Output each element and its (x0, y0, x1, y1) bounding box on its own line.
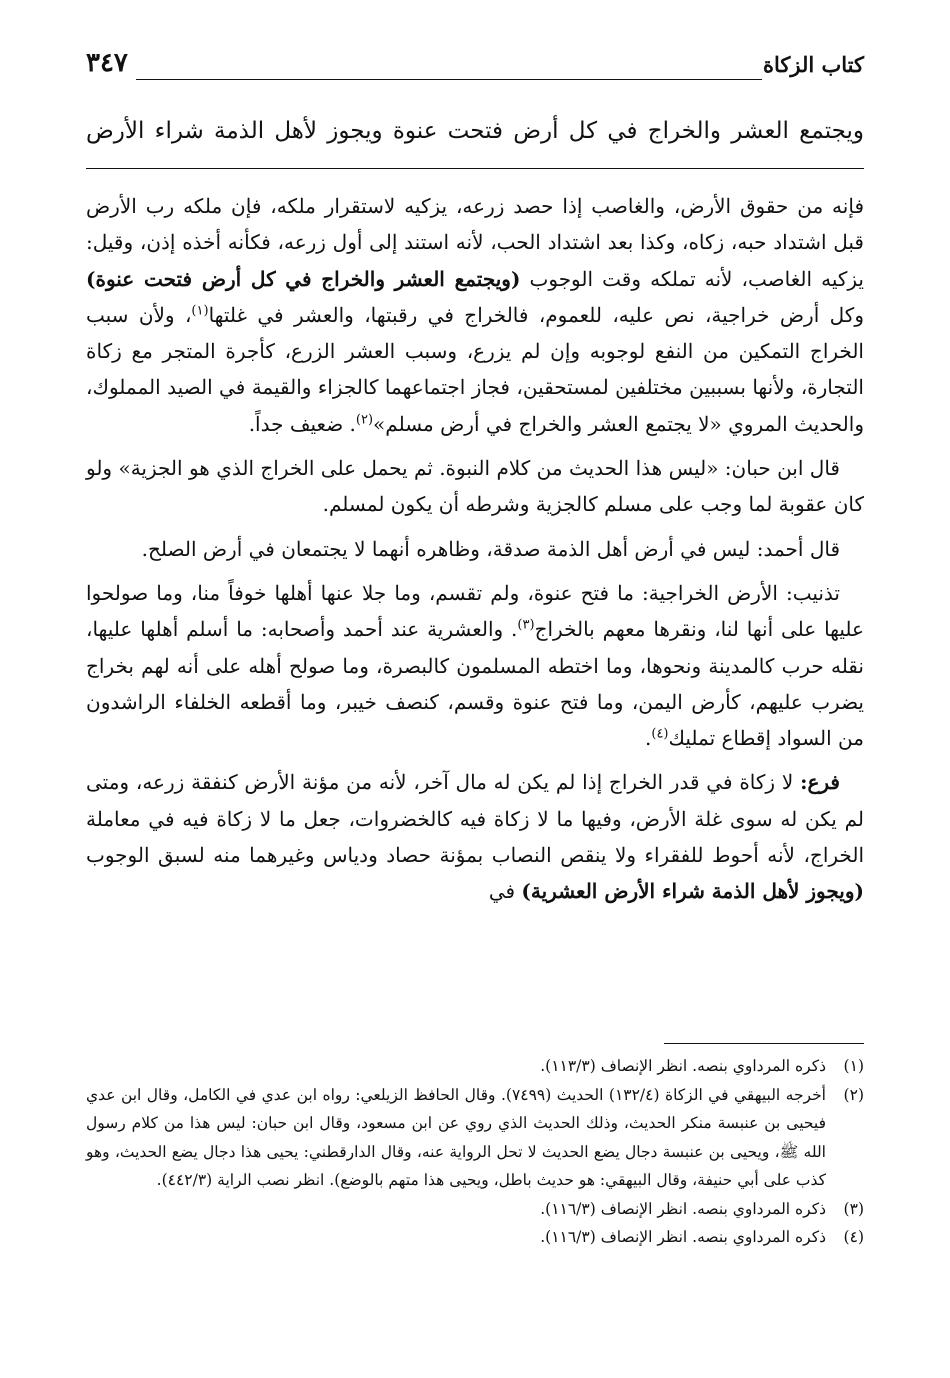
footnote-ref[interactable]: (٢) (355, 412, 374, 428)
footnote (86, 1081, 864, 1195)
matn-text: ويجتمع العشر والخراج في كل أرض فتحت عنوة ويجوز لأهل الذمة شراء الأرض (86, 118, 864, 144)
footnote-number: (١) (843, 1057, 864, 1075)
paragraph-text: تذنيب: الأرض الخراجية: ما فتح عنوة، ولم تقسم، وما جلا عنها أهلها خوفاً منا، وما صولحوا عليها على أنها لنا، ونقرها معهم بالخراج (86, 580, 864, 642)
page-number: ٣٤٧ (86, 48, 128, 78)
footnote-text: ذكره المرداوي بنصه. انظر الإنصاف (١١٦/٣). (540, 1228, 826, 1246)
matn-quote: (ويجتمع العشر والخراج في كل أرض فتحت عنوة) (86, 266, 521, 291)
paragraph-text: . ضعيف جداً. (248, 411, 356, 436)
paragraph-5 (86, 764, 864, 909)
paragraph-text: . والعشرية عند أحمد وأصحابه: ما أسلم أهلها عليها، نقله حرب كالمدينة ونحوها، وما اختطه المسلمون كالبصرة، وما صولح أهله على أنه لهم بخراج يضرب عليهم، كأرض اليمن، وما فتح عنوة وقسم، كنصف خيبر، وما أقطعه الخلفاء الراشدون من السواد إقطاع تمليك (86, 617, 864, 751)
footnote-ref[interactable]: (٤) (651, 726, 669, 742)
footnote (86, 1195, 864, 1224)
footnote-number: (٤) (843, 1228, 864, 1246)
paragraph-text: في (488, 879, 516, 904)
footnote-ref[interactable]: (١) (191, 303, 209, 319)
paragraph-text: لا زكاة في قدر الخراج إذا لم يكن له مال آخر، لأنه من مؤنة الأرض كنفقة زرعه، ومتى لم يكن له سوى غلة الأرض، وفيها ما لا زكاة فيه كالخضروات، جعل ما لا زكاة فيه في معاملة الخراج، لأنه أحوط للفقراء ولا ينقص النصاب بمؤنة حصاد ودياس وغيرهما منه لسبق الوجوب (86, 770, 864, 868)
footnote-number: (٢) (843, 1085, 864, 1104)
commentary-body (86, 188, 864, 910)
paragraph-text: وكل أرض خراجية، نص عليه، للعموم، فالخراج في رقبتها، والعشر في غلتها (208, 302, 864, 327)
footnote (86, 1052, 864, 1081)
footnote-rule (664, 1043, 864, 1044)
footnote (86, 1223, 864, 1252)
paragraph-text: ، ولأن سبب الخراج التمكين من النفع لوجوبه وإن لم يزرع، وسبب العشر الزرع، كأجرة المتجر مع زكاة التجارة، ولأنها بسببين مختلفين لمستحقين، فجاز اجتماعهما كالجزاء والقيمة في الصيد المملوك، والحديث المروي «لا يجتمع العشر والخراج في أرض مسلم» (86, 302, 864, 436)
paragraph-1 (86, 188, 864, 442)
footnote-number: (٣) (843, 1199, 864, 1218)
header-rule (136, 79, 762, 80)
paragraph-4 (86, 575, 864, 756)
footnote-text: ذكره المرداوي بنصه. انظر الإنصاف (١١٣/٣). (540, 1057, 826, 1075)
paragraph-2: قال ابن حبان: «ليس هذا الحديث من كلام النبوة. ثم يحمل على الخراج الذي هو الجزية» ولو كان عقوبة لما وجب على مسلم كالجزية وشرطه أن يكون لمسلم. (86, 456, 864, 517)
matn-quote: (ويجوز لأهل الذمة شراء الأرض العشرية) (521, 879, 864, 904)
footnote-text: ذكره المرداوي بنصه. انظر الإنصاف (١١٦/٣). (540, 1199, 826, 1218)
running-title: كتاب الزكاة (762, 52, 864, 77)
page-header (86, 48, 864, 88)
paragraph-3: قال أحمد: ليس في أرض أهل الذمة صدقة، وظاهره أنهما لا يجتمعان في أرض الصلح. (141, 536, 840, 561)
footnotes (86, 1052, 864, 1252)
section-label: فرع: (800, 770, 840, 795)
matn-rule (86, 168, 864, 169)
footnote-ref[interactable]: (٣) (517, 617, 535, 633)
paragraph-text: . (645, 726, 652, 751)
footnote-text: أخرجه البيهقي في الزكاة (١٣٢/٤) الحديث (٧٤٩٩). وقال الحافظ الزيلعي: رواه ابن عدي في الكامل، وقال ابن عدي فيحيى بن عنبسة منكر الحديث، وذلك الحديث الذي روي عن ابن مسعود، وقال ابن حبان: ليس هذا من كلام رسول الله ﷺ، ويحيى بن عنبسة دجال يضع الحديث لا تحل الرواية عنه، وقال الدارقطني: يحيى هذا دجال يضع الحديث، وهو كذب على أبي حنيفة، وقال البيهقي: هو حديث باطل، ويحيى هذا متهم بالوضع). انظر نصب الراية (٤٤٢/٣). (86, 1085, 826, 1189)
paragraph-text: فإنه من حقوق الأرض، والغاصب إذا حصد زرعه، يزكيه لاستقرار ملكه، فإن ملكه رب الأرض قبل اشتداد حبه، زكاه، وكذا بعد اشتداد الحب، لأنه استند إلى أول زرعه، فكأنه أخذه إذن، وقيل: يزكيه الغاصب، لأنه تملكه وقت الوجوب (86, 194, 865, 291)
